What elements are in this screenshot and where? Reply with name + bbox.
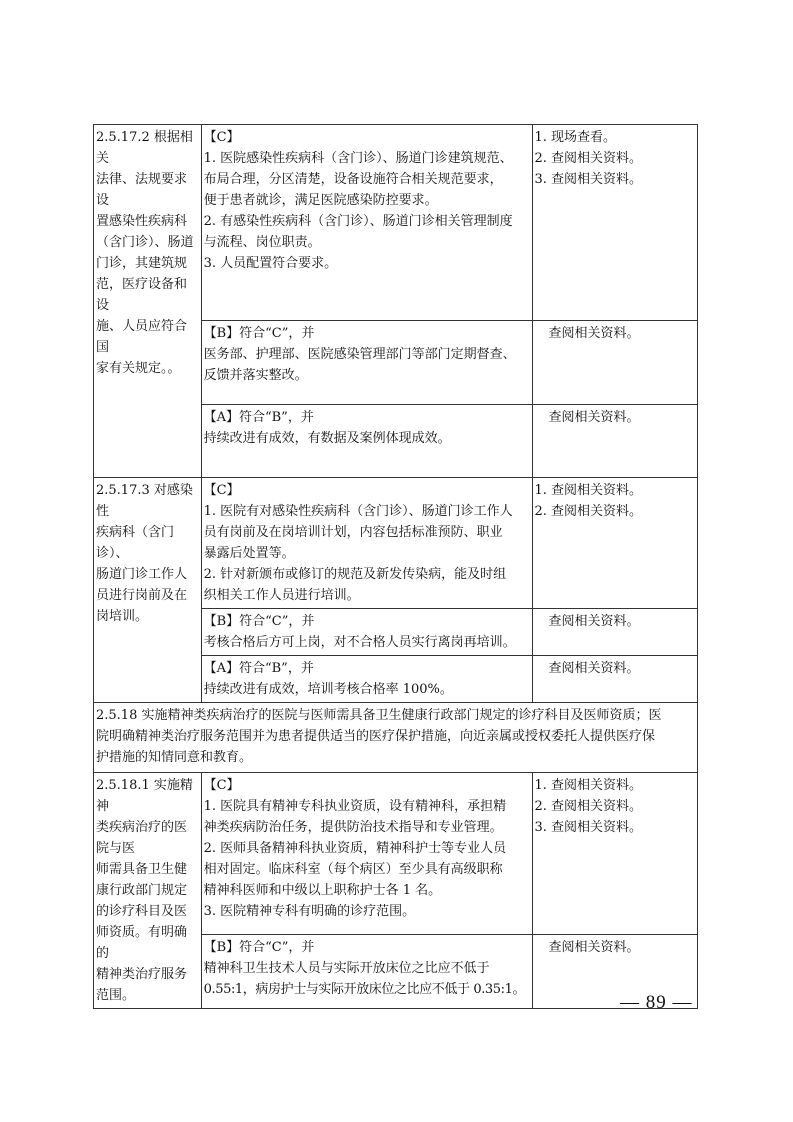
item-cell-2-5-17-2: 2.5.17.2 根据相关 法律、法规要求设 置感染性疾病科 （含门诊）、肠道 门诊，其建筑规 范，医疗设备和设 施、人员应符合国 家有关规定。。 <box>94 125 202 478</box>
grade-b-criteria: 【B】符合“C”，并 精神科卫生技术人员与实际开放床位之比应不低于 0.55:1，病房护士与实际开放床位之比应不低于 0.35:1。 <box>201 934 532 1008</box>
grade-b-method: 查阅相关资料。 <box>532 609 697 656</box>
grade-c-criteria: 【C】 1. 医院有对感染性疾病科（含门诊）、肠道门诊工作人 员有岗前及在岗培训计划，内容包括标准预防、职业 暴露后处置等。 2. 针对新颁布或修订的规范及新发传染病，能及时组 织相关工作人员进行培训。 <box>201 478 532 609</box>
item-cell-2-5-18-1: 2.5.18.1 实施精神 类疾病治疗的医 院与医 师需具备卫生健 康行政部门规定 的诊疗科目及医 师资质。有明确的 精神类治疗服务 范围。 <box>94 773 202 1009</box>
grade-b-criteria: 【B】符合“C”，并 考核合格后方可上岗，对不合格人员实行离岗再培训。 <box>201 609 532 656</box>
table-row <box>94 125 698 321</box>
page-number: — 89 — <box>620 992 693 1013</box>
section-2-5-18: 2.5.18 实施精神类疾病治疗的医院与医师需具备卫生健康行政部门规定的诊疗科目及医师资质；医 院明确精神类治疗服务范围并为患者提供适当的医疗保护措施，向近亲属或授权委托人提供医疗保 护措施的知情同意和教育。 <box>94 703 698 773</box>
grade-a-method: 查阅相关资料。 <box>532 656 697 703</box>
grade-c-method: 1. 现场查看。 2. 查阅相关资料。 3. 查阅相关资料。 <box>532 125 697 321</box>
grade-b-method: 查阅相关资料。 <box>532 934 697 1008</box>
grade-b-method: 查阅相关资料。 <box>532 321 697 405</box>
grade-c-method: 1. 查阅相关资料。 2. 查阅相关资料。 <box>532 478 697 609</box>
grade-c-criteria: 【C】 1. 医院具有精神专科执业资质，设有精神科，承担精 神类疾病防治任务，提供防治技术指导和专业管理。 2. 医师具备精神科执业资质，精神科护士等专业人员 相对固定。临床科室（每个病区）至少具有高级职称 精神科医师和中级以上职称护士各 1 名。 3. 医院精神专科有明确的诊疗范围。 <box>201 773 532 935</box>
grade-a-criteria: 【A】符合“B”，并 持续改进有成效，有数据及案例体现成效。 <box>201 405 532 478</box>
grade-c-criteria: 【C】 1. 医院感染性疾病科（含门诊）、肠道门诊建筑规范、 布局合理，分区清楚，设备设施符合相关规范要求， 便于患者就诊，满足医院感染防控要求。 2. 有感染性疾病科（含门诊）、肠道门诊相关管理制度 与流程、岗位职责。 3. 人员配置符合要求。 <box>201 125 532 321</box>
section-row <box>94 703 698 773</box>
grade-b-criteria: 【B】符合“C”，并 医务部、护理部、医院感染管理部门等部门定期督查、 反馈并落实整改。 <box>201 321 532 405</box>
grade-a-criteria: 【A】符合“B”，并 持续改进有成效，培训考核合格率 100%。 <box>201 656 532 703</box>
item-cell-2-5-17-3: 2.5.17.3 对感染性 疾病科（含门诊）、 肠道门诊工作人 员进行岗前及在 岗培训。 <box>94 478 202 703</box>
grade-a-method: 查阅相关资料。 <box>532 405 697 478</box>
grade-c-method: 1. 查阅相关资料。 2. 查阅相关资料。 3. 查阅相关资料。 <box>532 773 697 935</box>
table-row <box>94 478 698 609</box>
standards-table <box>93 124 698 1009</box>
table-row <box>94 773 698 935</box>
